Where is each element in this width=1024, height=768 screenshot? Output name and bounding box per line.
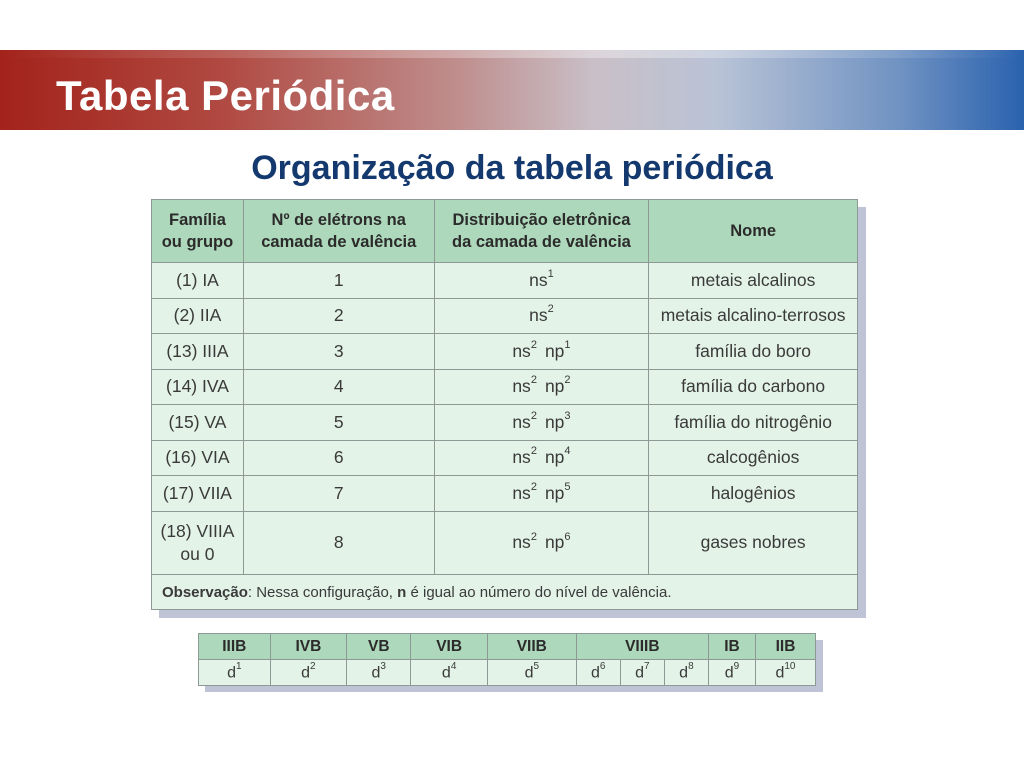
- ns-exponent: 2: [530, 530, 537, 543]
- d-cell: [708, 660, 755, 686]
- ns-term: ns: [512, 447, 531, 468]
- d-base: d: [591, 664, 600, 682]
- np-exponent: 3: [564, 409, 571, 422]
- observation-label: Observação: [162, 583, 248, 601]
- cell-electrons: 8: [243, 511, 434, 575]
- header-electrons-line2: camada de valência: [261, 233, 417, 251]
- cell-family: (17) VIIA: [152, 476, 244, 512]
- cell-electrons: 1: [243, 263, 434, 299]
- table-row: [152, 476, 858, 512]
- cell-distribution: [434, 476, 649, 512]
- np-exponent: 2: [564, 374, 571, 387]
- observation-text-after: é igual ao número do nível de valência.: [406, 583, 672, 601]
- ns-exponent: 2: [547, 303, 554, 316]
- header-electrons: [243, 200, 434, 263]
- table-header-row: [152, 200, 858, 263]
- cell-distribution: [434, 511, 649, 575]
- cell-name: halogênios: [649, 476, 858, 512]
- cell-distribution: [434, 298, 649, 334]
- cell-family: (13) IIIA: [152, 334, 244, 370]
- d-base: d: [775, 664, 785, 682]
- d-base: d: [679, 664, 689, 682]
- d-base: d: [635, 664, 644, 682]
- cell-electrons: 2: [243, 298, 434, 334]
- d-exponent: 6: [599, 660, 606, 672]
- header-family: [152, 200, 244, 263]
- d-cell: [576, 660, 620, 686]
- np-term: np: [544, 532, 565, 553]
- d-exponent: 10: [784, 660, 796, 672]
- ns-term: ns: [512, 411, 531, 432]
- d-header-IVB: IVB: [270, 634, 347, 660]
- ns-exponent: 2: [530, 445, 537, 458]
- header-family-line2: ou grupo: [161, 233, 234, 251]
- header-electrons-line1: Nº de elétrons na: [271, 211, 406, 229]
- table-row: [152, 298, 858, 334]
- ns-exponent: 2: [530, 409, 537, 422]
- title-bar-shine: [0, 50, 1024, 58]
- table-row: [152, 334, 858, 370]
- cell-name: família do nitrogênio: [649, 405, 858, 441]
- observation-text-before: : Nessa configuração,: [247, 583, 398, 601]
- d-base: d: [371, 664, 381, 682]
- cell-distribution: [434, 369, 649, 405]
- cell-electrons: 5: [243, 405, 434, 441]
- ns-exponent: 2: [530, 480, 537, 493]
- d-base: d: [441, 664, 451, 682]
- ns-exponent: 1: [547, 267, 554, 280]
- np-term: np: [544, 340, 565, 361]
- cell-distribution: [434, 405, 649, 441]
- cell-electrons: 3: [243, 334, 434, 370]
- d-header-IB: IB: [708, 634, 755, 660]
- np-exponent: 6: [564, 530, 571, 543]
- cell-name: família do carbono: [649, 369, 858, 405]
- d-exponent: 9: [733, 660, 740, 672]
- np-exponent: 5: [564, 480, 571, 493]
- ns-term: ns: [512, 532, 531, 553]
- cell-family: (15) VA: [152, 405, 244, 441]
- d-base: d: [724, 664, 734, 682]
- ns-exponent: 2: [530, 374, 537, 387]
- cell-name: família do boro: [649, 334, 858, 370]
- table-row: [152, 511, 858, 575]
- d-exponent: 3: [380, 660, 386, 672]
- header-distribution-line2: da camada de valência: [452, 233, 631, 251]
- d-header-VIIIB: VIIIB: [576, 634, 708, 660]
- table-note-row: [152, 575, 858, 610]
- cell-family: [152, 511, 244, 575]
- header-family-line1: Família: [169, 211, 226, 229]
- cell-electrons: 4: [243, 369, 434, 405]
- d-block-table: [198, 633, 816, 685]
- d-base: d: [301, 664, 311, 682]
- np-exponent: 1: [564, 338, 571, 351]
- d-header-VIB: VIB: [411, 634, 488, 660]
- d-exponent: 4: [450, 660, 457, 672]
- table-row: [152, 263, 858, 299]
- ns-term: ns: [512, 482, 531, 503]
- d-table-row: [199, 660, 816, 686]
- d-exponent: 2: [310, 660, 316, 672]
- slide-title: Tabela Periódica: [56, 72, 395, 119]
- slide-subtitle: Organização da tabela periódica: [251, 149, 773, 187]
- cell-family: (2) IIA: [152, 298, 244, 334]
- ns-term: ns: [512, 340, 531, 361]
- cell-family-line2: ou 0: [180, 543, 215, 564]
- ns-term: ns: [512, 376, 531, 397]
- header-distribution: [434, 200, 649, 263]
- cell-name: gases nobres: [649, 511, 858, 575]
- np-exponent: 4: [564, 445, 571, 458]
- d-exponent: 8: [688, 660, 694, 672]
- observation-note: [152, 575, 858, 610]
- cell-family: (16) VIA: [152, 440, 244, 476]
- cell-distribution: [434, 440, 649, 476]
- cell-family-line1: (18) VIIIA: [160, 520, 235, 541]
- table-row: [152, 369, 858, 405]
- cell-name: calcogênios: [649, 440, 858, 476]
- d-cell: [755, 660, 815, 686]
- np-term: np: [544, 376, 565, 397]
- ns-exponent: 2: [530, 338, 537, 351]
- header-name: Nome: [649, 200, 858, 263]
- d-cell: [347, 660, 411, 686]
- d-header-VIIB: VIIB: [487, 634, 576, 660]
- cell-family: (14) IVA: [152, 369, 244, 405]
- d-cell: [664, 660, 708, 686]
- np-term: np: [544, 482, 565, 503]
- header-distribution-line1: Distribuição eletrônica: [452, 211, 631, 229]
- cell-distribution: [434, 263, 649, 299]
- np-term: np: [544, 447, 565, 468]
- ns-term: ns: [529, 269, 548, 290]
- cell-name: metais alcalinos: [649, 263, 858, 299]
- ns-term: ns: [529, 305, 548, 326]
- np-term: np: [544, 411, 565, 432]
- d-cell: [620, 660, 664, 686]
- cell-distribution: [434, 334, 649, 370]
- cell-name: metais alcalino-terrosos: [649, 298, 858, 334]
- cell-family: (1) IA: [152, 263, 244, 299]
- cell-electrons: 6: [243, 440, 434, 476]
- observation-variable: n: [397, 583, 407, 601]
- d-header-IIB: IIB: [755, 634, 815, 660]
- cell-electrons: 7: [243, 476, 434, 512]
- d-cell: [270, 660, 347, 686]
- table-row: [152, 405, 858, 441]
- d-exponent: 5: [533, 660, 540, 672]
- d-header-IIIB: IIIB: [199, 634, 271, 660]
- d-exponent: 1: [235, 660, 242, 672]
- d-cell: [199, 660, 271, 686]
- d-base: d: [227, 664, 236, 682]
- d-exponent: 7: [643, 660, 650, 672]
- d-base: d: [524, 664, 534, 682]
- table-row: [152, 440, 858, 476]
- d-cell: [411, 660, 488, 686]
- d-table-header-row: [199, 634, 816, 660]
- periodic-organization-table: [151, 199, 858, 610]
- d-header-VB: VB: [347, 634, 411, 660]
- d-cell: [487, 660, 576, 686]
